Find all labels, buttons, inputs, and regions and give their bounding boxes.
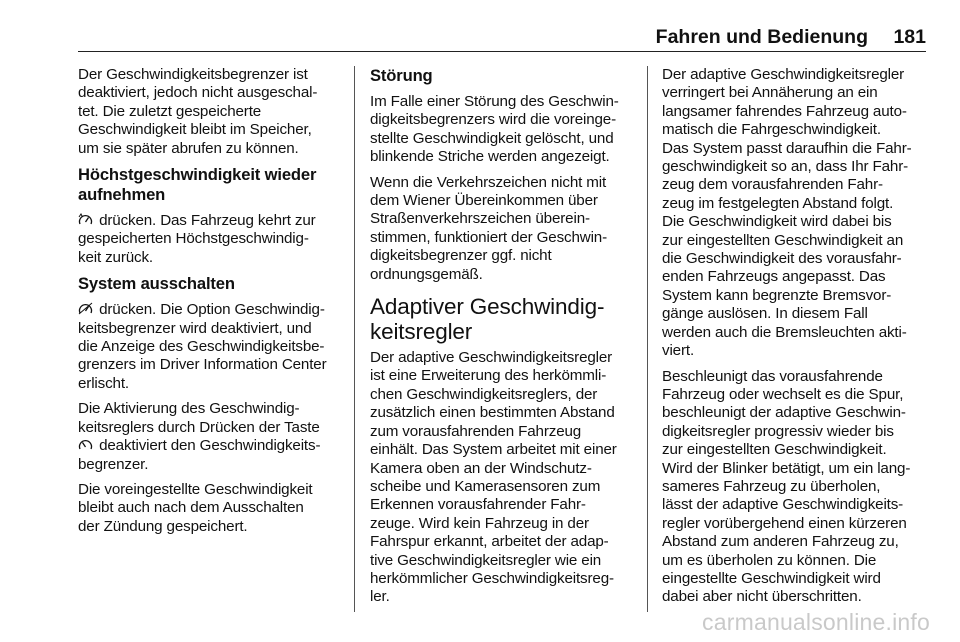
column-1	[78, 66, 340, 543]
heading-resume: Höchstgeschwindigkeit wieder aufnehmen	[78, 165, 317, 205]
speedometer-off-icon	[78, 302, 93, 315]
paragraph: Die voreingestellte Geschwindigkeit bleibt auch nach dem Ausschalten der Zündung gespeichert.	[78, 480, 313, 535]
speedometer-cruise-icon	[78, 438, 93, 451]
header-rule	[78, 51, 926, 52]
page-title: Fahren und Bedienung	[655, 26, 868, 48]
column-2	[370, 66, 632, 614]
paragraph: Der Geschwindigkeitsbegrenzer ist deaktiviert, jedoch nicht ausgeschal‐ tet. Die zuletzt gespeicherte Geschwindigkeit bleibt im Speicher, um sie später abrufen zu können.	[78, 66, 318, 157]
paragraph: Der adaptive Geschwindigkeitsregler verringert bei Annäherung an ein langsamer fahrendes Fahrzeug auto‐ matisch die Fahrgeschwindigkeit. Das System passt daraufhin die Fahr‐ geschwindigkeit so an, dass Ihr Fahr‐ zeug dem vorausfahrenden Fahr‐ zeug im festgelegten Abstand folgt. Die Geschwindigkeit wird dabei bis zur eingestellten Geschwindigkeit an die Geschwindigkeit des vorausfahr‐ enden Fahrzeugs angepasst. Das System kann begrenzte Bremsvor‐ gänge auslösen. In diesem Fall werden auch die Bremsleuchten akti‐ viert.	[662, 66, 912, 360]
paragraph: drücken. Das Fahrzeug kehrt zur gespeicherten Höchstgeschwindig‐ keit zurück.	[78, 212, 316, 266]
page-number: 181	[893, 26, 926, 48]
paragraph: Die Aktivierung des Geschwindig‐ keitsreglers durch Drücken der Taste deaktiviert den Geschwindigkeits‐ begrenzer.	[78, 400, 321, 473]
page-header	[78, 22, 926, 52]
column-3	[662, 66, 928, 614]
column-divider	[354, 66, 355, 612]
heading-system-off: System ausschalten	[78, 274, 235, 294]
section-title-acc: Adaptiver Geschwindig‐ keitsregler	[370, 294, 605, 345]
paragraph: drücken. Die Option Geschwindig‐ keitsbegrenzer wird deaktiviert, und die Anzeige des Geschwindigkeitsbe‐ grenzers im Driver Information Center erlischt.	[78, 301, 327, 392]
paragraph: Der adaptive Geschwindigkeitsregler ist eine Erweiterung des herkömmli‐ chen Geschwindigkeitsreglers, der zusätzlich einen bestimmten Abstand zum vorausfahrenden Fahrzeug einhält. Das System arbeitet mit einer Kamera oben an der Windschutz‐ scheibe und Kamerasensoren zum Erkennen vorausfahrender Fahr‐ zeuge. Wird kein Fahrzeug in der Fahrspur erkannt, arbeitet der adap‐ tive Geschwindigkeitsregler wie ein herkömmlicher Geschwindigkeitsreg‐ ler.	[370, 349, 617, 606]
paragraph: Wenn die Verkehrszeichen nicht mit dem Wiener Übereinkommen über Straßenverkehrszeichen überein‐ stimmen, funktioniert der Geschwin‐ digkeitsbegrenzer ggf. nicht ordnungsgemäß.	[370, 173, 607, 283]
paragraph: Beschleunigt das vorausfahrende Fahrzeug oder wechselt es die Spur, beschleunigt der adaptive Geschwin‐ digkeitsregler progressiv wieder bis zur eingestellten Geschwindigkeit. Wird der Blinker betätigt, um ein lang‐ sameres Fahrzeug zu überholen, lässt der adaptive Geschwindigkeits‐ regler vorübergehend einen kürzeren Abstand zum anderen Fahrzeug zu, um es überholen zu können. Die eingestellte Geschwindigkeit wird dabei aber nicht überschritten.	[662, 367, 911, 606]
watermark: carmanualsonline.info	[702, 609, 930, 635]
column-divider	[647, 66, 648, 612]
speedometer-resume-icon	[78, 213, 93, 226]
paragraph: Im Falle einer Störung des Geschwin‐ digkeitsbegrenzers wird die voreinge‐ stellte Geschwindigkeit gelöscht, und blinkende Striche werden angezeigt.	[370, 93, 619, 166]
heading-fault: Störung	[370, 66, 433, 85]
